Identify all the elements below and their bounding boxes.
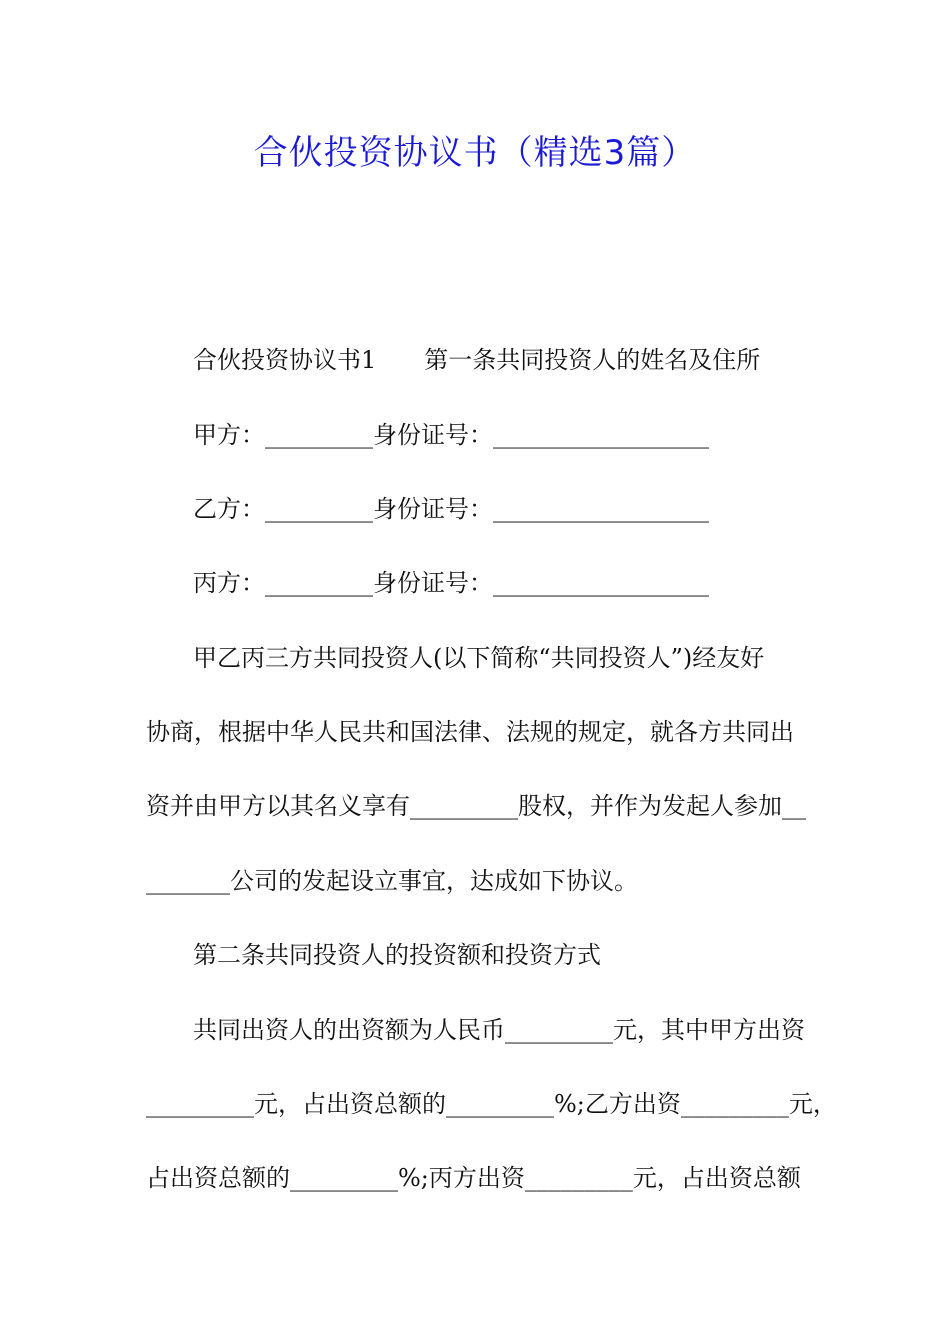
paragraph-line: 第二条共同投资人的投资额和投资方式 — [193, 941, 601, 969]
document-title: 合伙投资协议书（精选3篇） — [253, 133, 697, 173]
paragraph-line: 丙方：_________身份证号：__________________ — [193, 569, 709, 597]
paragraph-line: 甲乙丙三方共同投资人(以下简称“共同投资人”)经友好 — [193, 644, 765, 672]
paragraph-line: _______公司的发起设立事宜，达成如下协议。 — [146, 867, 638, 895]
paragraph-line: 乙方：_________身份证号：__________________ — [193, 495, 709, 523]
paragraph-line: 共同出资人的出资额为人民币_________元，其中甲方出资 — [193, 1016, 805, 1044]
paragraph-line: 合伙投资协议书1 第一条共同投资人的姓名及住所 — [193, 346, 761, 374]
paragraph-line: 占出资总额的_________%;丙方出资_________元，占出资总额 — [146, 1164, 801, 1192]
paragraph-line: 协商，根据中华人民共和国法律、法规的规定，就各方共同出 — [146, 718, 794, 746]
paragraph-line: _________元，占出资总额的_________%;乙方出资_________元， — [146, 1090, 837, 1118]
paragraph-line: 资并由甲方以其名义享有_________股权，并作为发起人参加__ — [146, 792, 806, 820]
paragraph-line: 甲方：_________身份证号：__________________ — [193, 421, 709, 449]
